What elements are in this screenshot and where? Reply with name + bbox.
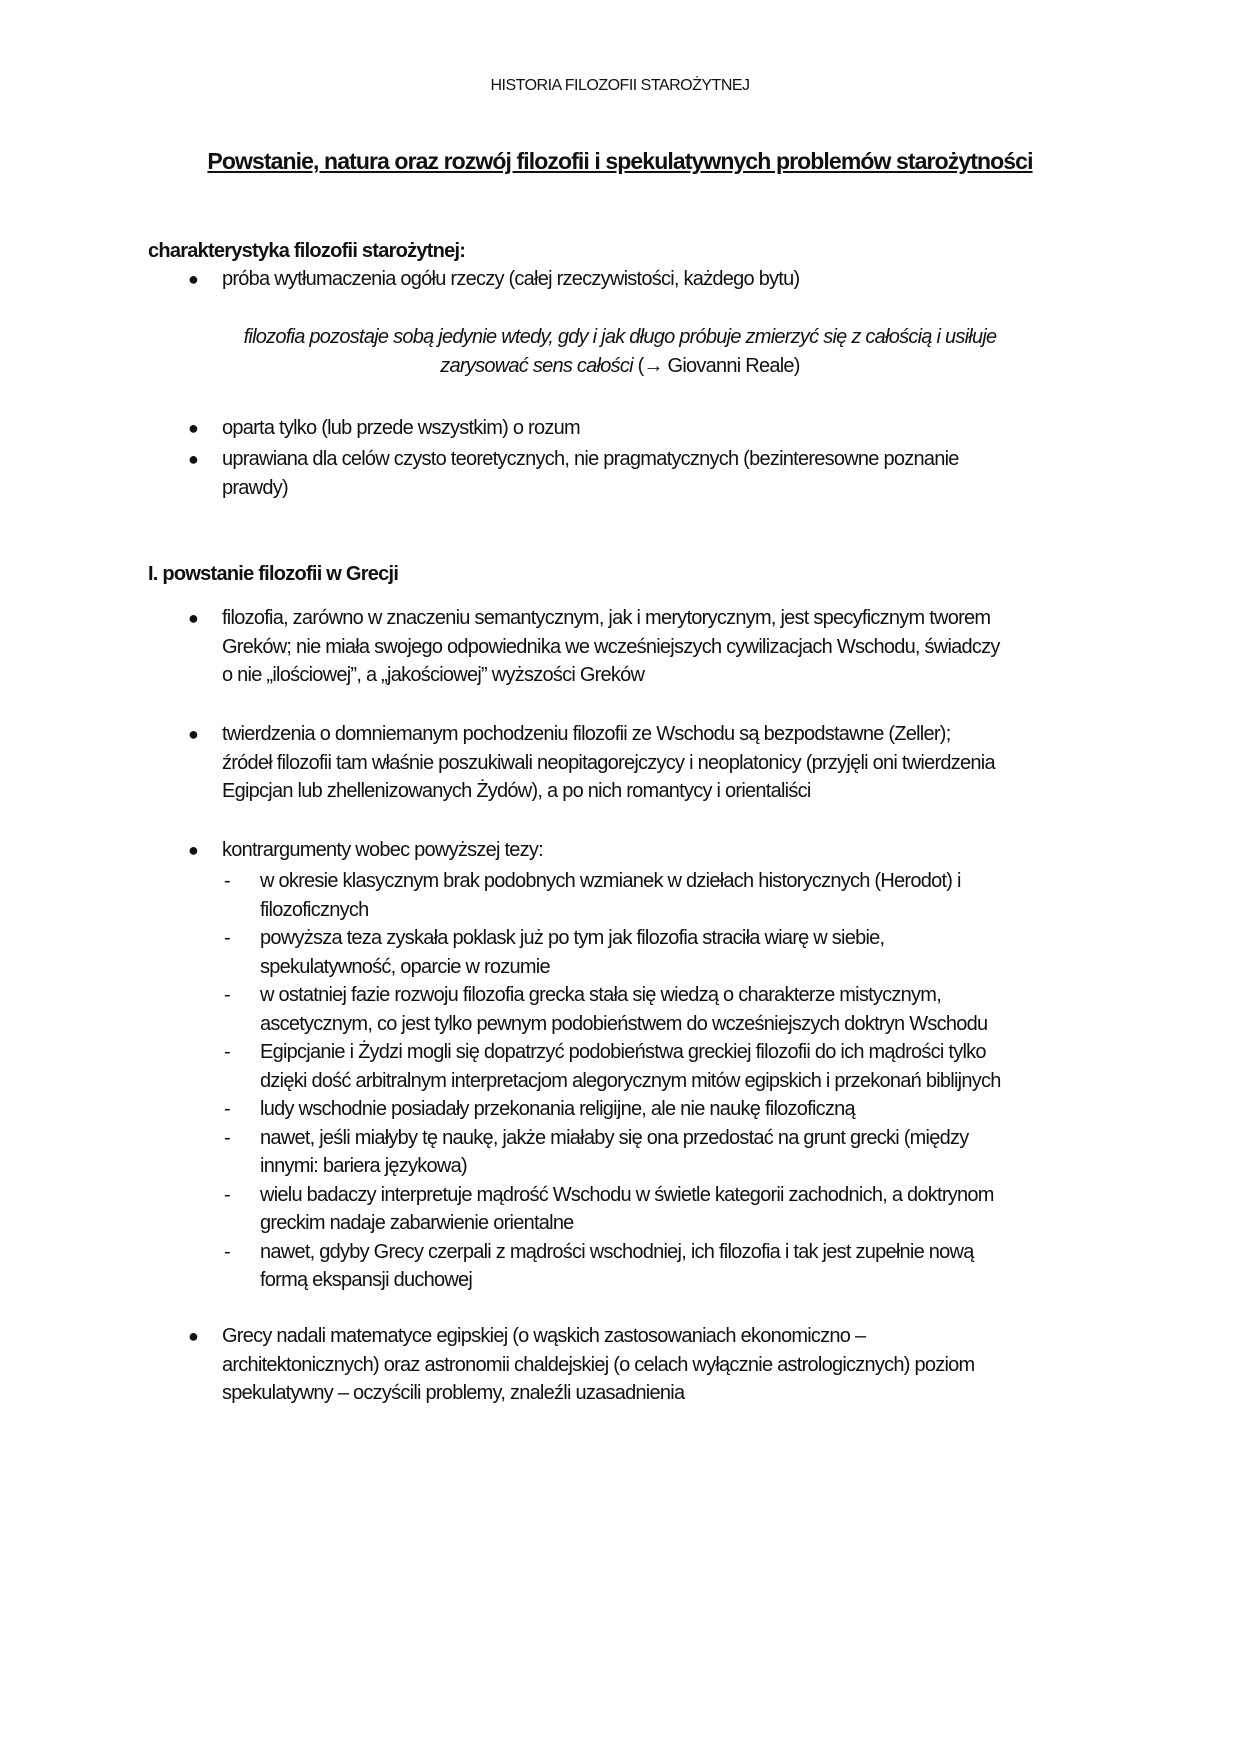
list-item-text <box>222 265 799 294</box>
text-line: filozoficznych <box>260 898 369 921</box>
list-item-text <box>222 414 580 443</box>
text-line: spekulatywny – oczyścili problemy, znaleźli uzasadnienia <box>222 1382 685 1405</box>
text-line: Grecy nadali matematyce egipskiej (o wąskich zastosowaniach ekonomiczno – <box>222 1325 866 1347</box>
dash-marker: - <box>224 984 230 1006</box>
text-line: dzięki dość arbitralnym interpretacjom alegorycznym mitów egipskich i przekonań biblijnych <box>260 1069 1001 1092</box>
text-line: wielu badaczy interpretuje mądrość Wschodu w świetle kategorii zachodnich, a doktrynom <box>260 1183 994 1206</box>
quote <box>0 323 1240 380</box>
section-heading-origin: I. powstanie filozofii w Grecji <box>148 563 399 585</box>
quote-line <box>0 352 1240 381</box>
text-line: prawdy) <box>222 476 288 499</box>
text-line: formą ekspansji duchowej <box>260 1269 473 1292</box>
text-line: architektonicznych) oraz astronomii chaldejskiej (o celach wyłącznie astrologicznych) poziom <box>222 1353 975 1376</box>
text-line: w ostatniej fazie rozwoju filozofia grecka stała się wiedzą o charakterze mistycznym, <box>260 984 941 1006</box>
dash-marker: - <box>224 1183 230 1206</box>
bullet-icon: ● <box>188 418 199 438</box>
text-line: Greków; nie miała swojego odpowiednika we wcześniejszych cywilizacjach Wschodu, świadczy <box>222 635 1000 658</box>
bullet-icon: ● <box>188 449 199 469</box>
text-line: Egipcjan lub zhellenizowanych Żydów), a po nich romantycy i orientaliści <box>222 780 811 803</box>
list-item-text <box>260 1124 968 1181</box>
list-item-text <box>260 981 987 1038</box>
text-line: innymi: bariera językowa) <box>260 1155 467 1178</box>
list-item-text <box>260 924 884 981</box>
quote-line: filozofia pozostaje sobą jedynie wtedy, gdy i jak długo próbuje zmierzyć się z całością i usiłuje <box>243 326 997 348</box>
dash-marker: - <box>224 1041 230 1063</box>
text-line: nawet, gdyby Grecy czerpali z mądrości wschodniej, ich filozofia i tak jest zupełnie nową <box>260 1240 974 1263</box>
list-item-text <box>222 1322 974 1408</box>
bullet-icon: ● <box>188 1326 199 1346</box>
list-item-text <box>260 867 961 924</box>
text-line: spekulatywność, oparcie w rozumie <box>260 955 550 978</box>
list-item-text <box>260 1181 994 1238</box>
bullet-icon: ● <box>188 724 199 744</box>
list-item-text <box>222 604 1000 690</box>
text-line: uprawiana dla celów czysto teoretycznych, nie pragmatycznych (bezinteresowne poznanie <box>222 448 959 470</box>
dash-marker: - <box>224 927 230 949</box>
list-item-text <box>222 445 959 502</box>
list-item-text <box>222 720 995 806</box>
text-line: oparta tylko (lub przede wszystkim) o rozum <box>222 417 580 439</box>
quote-attribution: (→ Giovanni Reale) <box>632 354 800 377</box>
text-line: powyższa teza zyskała poklask już po tym jak filozofia straciła wiarę w siebie, <box>260 927 885 949</box>
list-item-text <box>260 1095 855 1124</box>
text-line: filozofia, zarówno w znaczeniu semantycznym, jak i merytorycznym, jest specyficznym tworem <box>222 607 991 629</box>
text-line: greckim nadaje zabarwienie orientalne <box>260 1212 574 1235</box>
document-header: HISTORIA FILOZOFII STAROŻYTNEJ <box>490 77 750 94</box>
page-title: Powstanie, natura oraz rozwój filozofii i spekulatywnych problemów starożytności <box>207 148 1033 174</box>
list-item-text <box>222 836 543 865</box>
text-line: źródeł filozofii tam właśnie poszukiwali neopitagorejczycy i neoplatonicy (przyjęli oni twierdzenia <box>222 751 995 774</box>
text-line: w okresie klasycznym brak podobnych wzmianek w dziełach historycznych (Herodot) i <box>260 870 961 892</box>
bullet-icon: ● <box>188 608 199 628</box>
text-line: o nie „ilościowej”, a „jakościowej” wyższości Greków <box>222 664 645 687</box>
dash-marker: - <box>224 870 230 892</box>
text-line: Egipcjanie i Żydzi mogli się dopatrzyć podobieństwa greckiej filozofii do ich mądrości tylko <box>260 1041 986 1063</box>
section-heading-characteristics: charakterystyka filozofii starożytnej: <box>148 240 466 262</box>
text-line: ascetycznym, co jest tylko pewnym podobieństwem do wcześniejszych doktryn Wschodu <box>260 1012 988 1035</box>
dash-marker: - <box>224 1126 230 1149</box>
text-line: kontrargumenty wobec powyższej tezy: <box>222 839 543 861</box>
text-line: twierdzenia o domniemanym pochodzeniu filozofii ze Wschodu są bezpodstawne (Zeller); <box>222 723 951 745</box>
text-line: próba wytłumaczenia ogółu rzeczy (całej rzeczywistości, każdego bytu) <box>222 268 800 290</box>
bullet-icon: ● <box>188 840 199 860</box>
dash-marker: - <box>224 1240 230 1263</box>
list-item-text <box>260 1238 974 1295</box>
text-line: nawet, jeśli miałyby tę naukę, jakże miałaby się ona przedostać na grunt grecki (między <box>260 1126 969 1149</box>
quote-text: zarysować sens całości <box>440 354 633 377</box>
bullet-icon: ● <box>188 269 199 289</box>
dash-marker: - <box>224 1098 230 1120</box>
list-item-text <box>260 1038 1001 1095</box>
text-line: ludy wschodnie posiadały przekonania religijne, ale nie naukę filozoficzną <box>260 1098 855 1120</box>
